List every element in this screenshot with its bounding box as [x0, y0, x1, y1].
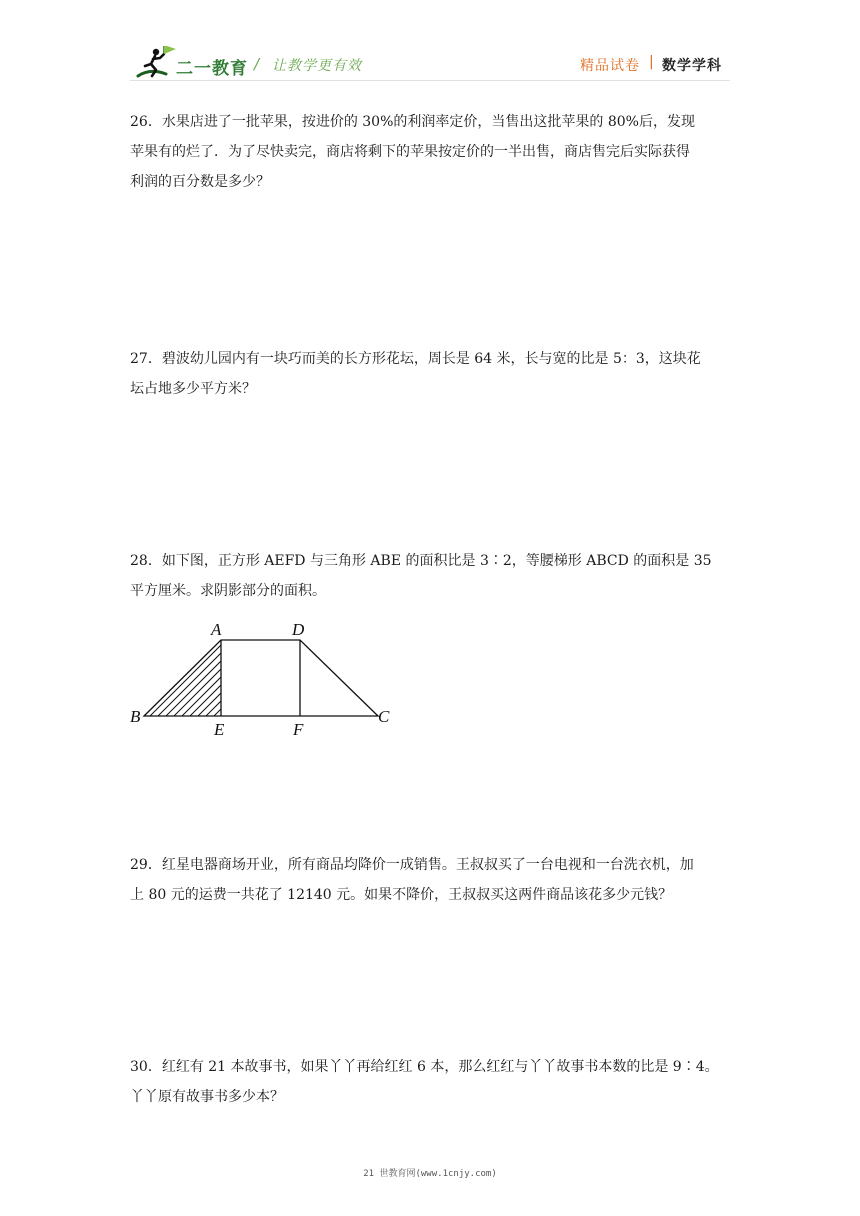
header-subject: 数学学科 — [662, 58, 722, 74]
label-b: B — [130, 707, 141, 726]
question-26 — [130, 107, 734, 197]
header-category: 精品试卷 — [580, 58, 640, 74]
label-c: C — [378, 707, 390, 726]
page-header — [0, 0, 860, 90]
question-line: 利润的百分数是多少？ — [130, 174, 270, 190]
brand-slogan: 让教学更有效 — [272, 58, 362, 74]
question-line: 28．如下图，正方形 AEFD 与三角形 ABE 的面积比是 3∶2，等腰梯形 ABCD 的面积是 35 — [130, 553, 712, 569]
question-line: 上 80 元的运费一共花了 12140 元。如果不降价，王叔叔买这两件商品该花多少元钱？ — [130, 887, 673, 903]
label-d: D — [292, 620, 305, 639]
label-f: F — [293, 720, 304, 739]
question-line: 平方厘米。求阴影部分的面积。 — [130, 583, 326, 599]
question-line: 27．碧波幼儿园内有一块巧而美的长方形花坛，周长是 64 米，长与宽的比是 5：3，这块花 — [130, 351, 701, 367]
page-footer: 21 世教育网(www.1cnjy.com) — [363, 1169, 497, 1179]
trapezoid-outline — [144, 640, 378, 716]
header-separator: | — [649, 54, 654, 70]
question-line: 坛占地多少平方米？ — [130, 381, 256, 397]
question-line: 29．红星电器商场开业，所有商品均降价一成销售。王叔叔买了一台电视和一台洗衣机，加 — [130, 857, 694, 873]
question-27 — [130, 344, 734, 404]
header-divider — [130, 80, 730, 81]
question-line: 苹果有的烂了．为了尽快卖完，商店将剩下的苹果按定价的一半出售，商店售完后实际获得 — [130, 144, 690, 160]
question-30 — [130, 1052, 734, 1112]
brand-name: 二一教育 — [176, 59, 248, 79]
question-line: 30．红红有 21 本故事书，如果丫丫再给红红 6 本，那么红红与丫丫故事书本数的比是 9∶4。 — [130, 1059, 719, 1075]
trapezoid-figure — [128, 618, 398, 742]
question-line: 丫丫原有故事书多少本？ — [130, 1089, 284, 1105]
header-slash: / — [254, 55, 260, 73]
shaded-triangle — [130, 638, 308, 728]
question-line: 26．水果店进了一批苹果，按进价的 30%的利润率定价，当售出这批苹果的 80%后，发现 — [130, 114, 695, 130]
question-28 — [130, 546, 734, 606]
label-a: A — [211, 620, 222, 639]
label-e: E — [214, 720, 225, 739]
question-29 — [130, 850, 734, 910]
